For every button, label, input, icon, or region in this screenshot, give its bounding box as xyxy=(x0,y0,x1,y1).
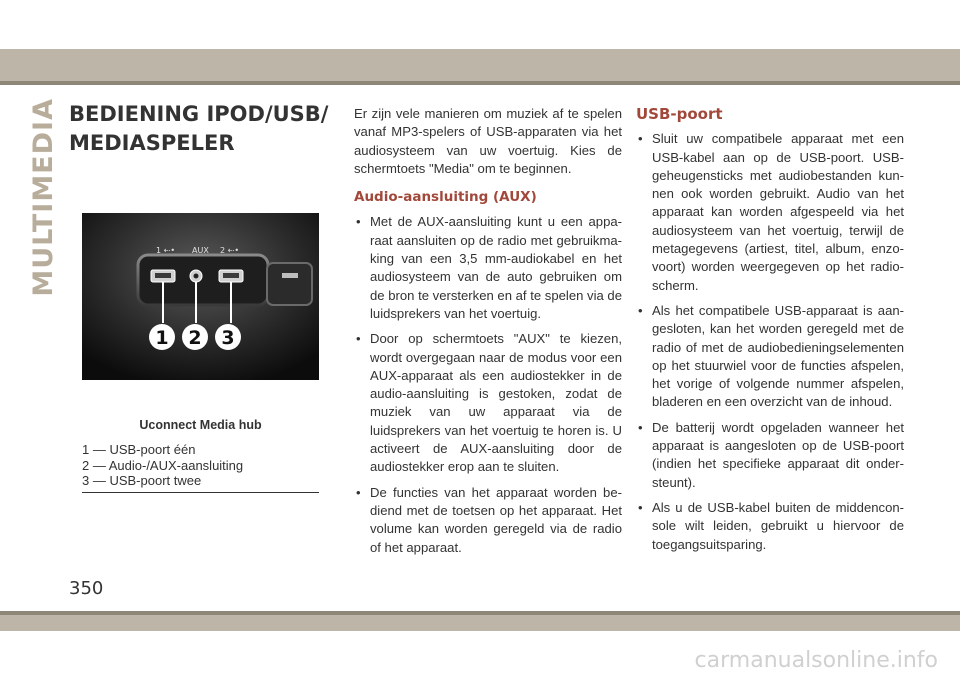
legend-item: 2 — Audio-/AUX-aansluiting xyxy=(82,457,244,473)
outlet-slot xyxy=(282,273,298,278)
usb-bullet: • Als het compatibele USB-apparaat is aan-gesloten, kan het worden geregeld met de radio of met de audiobedieningselementen op het stuurwiel voor de functies afspelen, het vorige of volgende nummer afspelen, bladeren en een overzicht van de inhoud. xyxy=(636,302,904,412)
usb2-port-label: 2 ⇠• xyxy=(220,246,240,255)
bottom-band xyxy=(0,615,960,631)
legend-item: 3 — USB-poort twee xyxy=(82,473,202,488)
figure-legend xyxy=(82,442,319,489)
section-tab xyxy=(25,98,61,297)
usb-port-one-slot xyxy=(155,273,171,278)
aux-bullet: • Door op schermtoets "AUX" te kiezen, wordt overgegaan naar de modus voor een AUX-apparaat als een audiostekker in de audio-aansluiting is gestoken, zodat de muziek van uw apparaat via de luidsprekers van het voertuig te horen is. U activeert de AUX-aansluiting door de audiostekker erop aan te sluiten. xyxy=(354,330,622,476)
marker-1-label: 1 xyxy=(155,327,169,349)
aux-port-label: AUX xyxy=(192,246,209,255)
top-rule xyxy=(0,81,960,85)
page-number: 350 xyxy=(69,578,104,599)
right-column xyxy=(636,105,904,561)
legend-item: 1 — USB-poort één xyxy=(82,442,196,457)
usb-bullet: • Als u de USB-kabel buiten de middencon-sole wilt leiden, gebruikt u hiervoor de toegangsuitsparing. xyxy=(636,499,904,554)
intro-paragraph: Er zijn vele manieren om muziek af te spelen vanaf MP3-spelers of USB-apparaten via het audiosysteem van uw voertuig. Kies de schermtoets "Media" om te beginnen. xyxy=(354,106,622,176)
middle-column xyxy=(354,105,622,564)
usb-bullet: • De batterij wordt opgeladen wanneer het apparaat is aangesloten op de USB-poort (indien het specifieke apparaat dit onder-steunt). xyxy=(636,419,904,492)
aux-bullet: • Met de AUX-aansluiting kunt u een appa-raat aansluiten op de radio met gebruikma-king van een 3,5 mm-audiokabel en het audiosysteem van de auto gebruiken om de bron te versterken en af te spelen via de luidsprekers van het voertuig. xyxy=(354,213,622,323)
page-title-line1: BEDIENING IPOD/USB/ xyxy=(69,102,329,126)
usb1-port-label: 1 ⇠• xyxy=(156,246,176,255)
aux-bullet: • De functies van het apparaat worden be-diend met de toetsen op het apparaat. Het volume kan worden geregeld via de radio of het apparaat. xyxy=(354,484,622,557)
usb-heading: USB-poort xyxy=(636,105,723,123)
figure-caption: Uconnect Media hub xyxy=(139,418,262,432)
marker-2-label: 2 xyxy=(188,327,202,349)
usb-bullet: • Sluit uw compatibele apparaat met een USB-kabel aan op de USB-poort. USB-geheugensticks met audiobestanden kun-nen ook worden gebruikt. Audio van het apparaat kan worden afgespeeld via het audiosysteem van het voertuig, terwijl de metagegevens (artiest, titel, album, enzo-voort) worden weergegeven op het radio-scherm. xyxy=(636,130,904,295)
page-title-line2: MEDIASPELER xyxy=(69,131,235,155)
figure-rule xyxy=(82,492,319,493)
marker-3-label: 3 xyxy=(221,327,235,349)
aux-jack-hole xyxy=(194,274,199,279)
media-hub-photo xyxy=(82,213,319,380)
power-outlet xyxy=(267,263,312,305)
watermark-link[interactable]: carmanualsonline.info xyxy=(694,648,938,673)
media-hub-illustration xyxy=(82,213,319,380)
usb-port-two-slot xyxy=(223,273,239,278)
top-band xyxy=(0,49,960,81)
page-title xyxy=(69,100,329,158)
aux-heading: Audio-aansluiting (AUX) xyxy=(354,189,537,206)
section-tab-label: MULTIMEDIA xyxy=(27,98,59,297)
